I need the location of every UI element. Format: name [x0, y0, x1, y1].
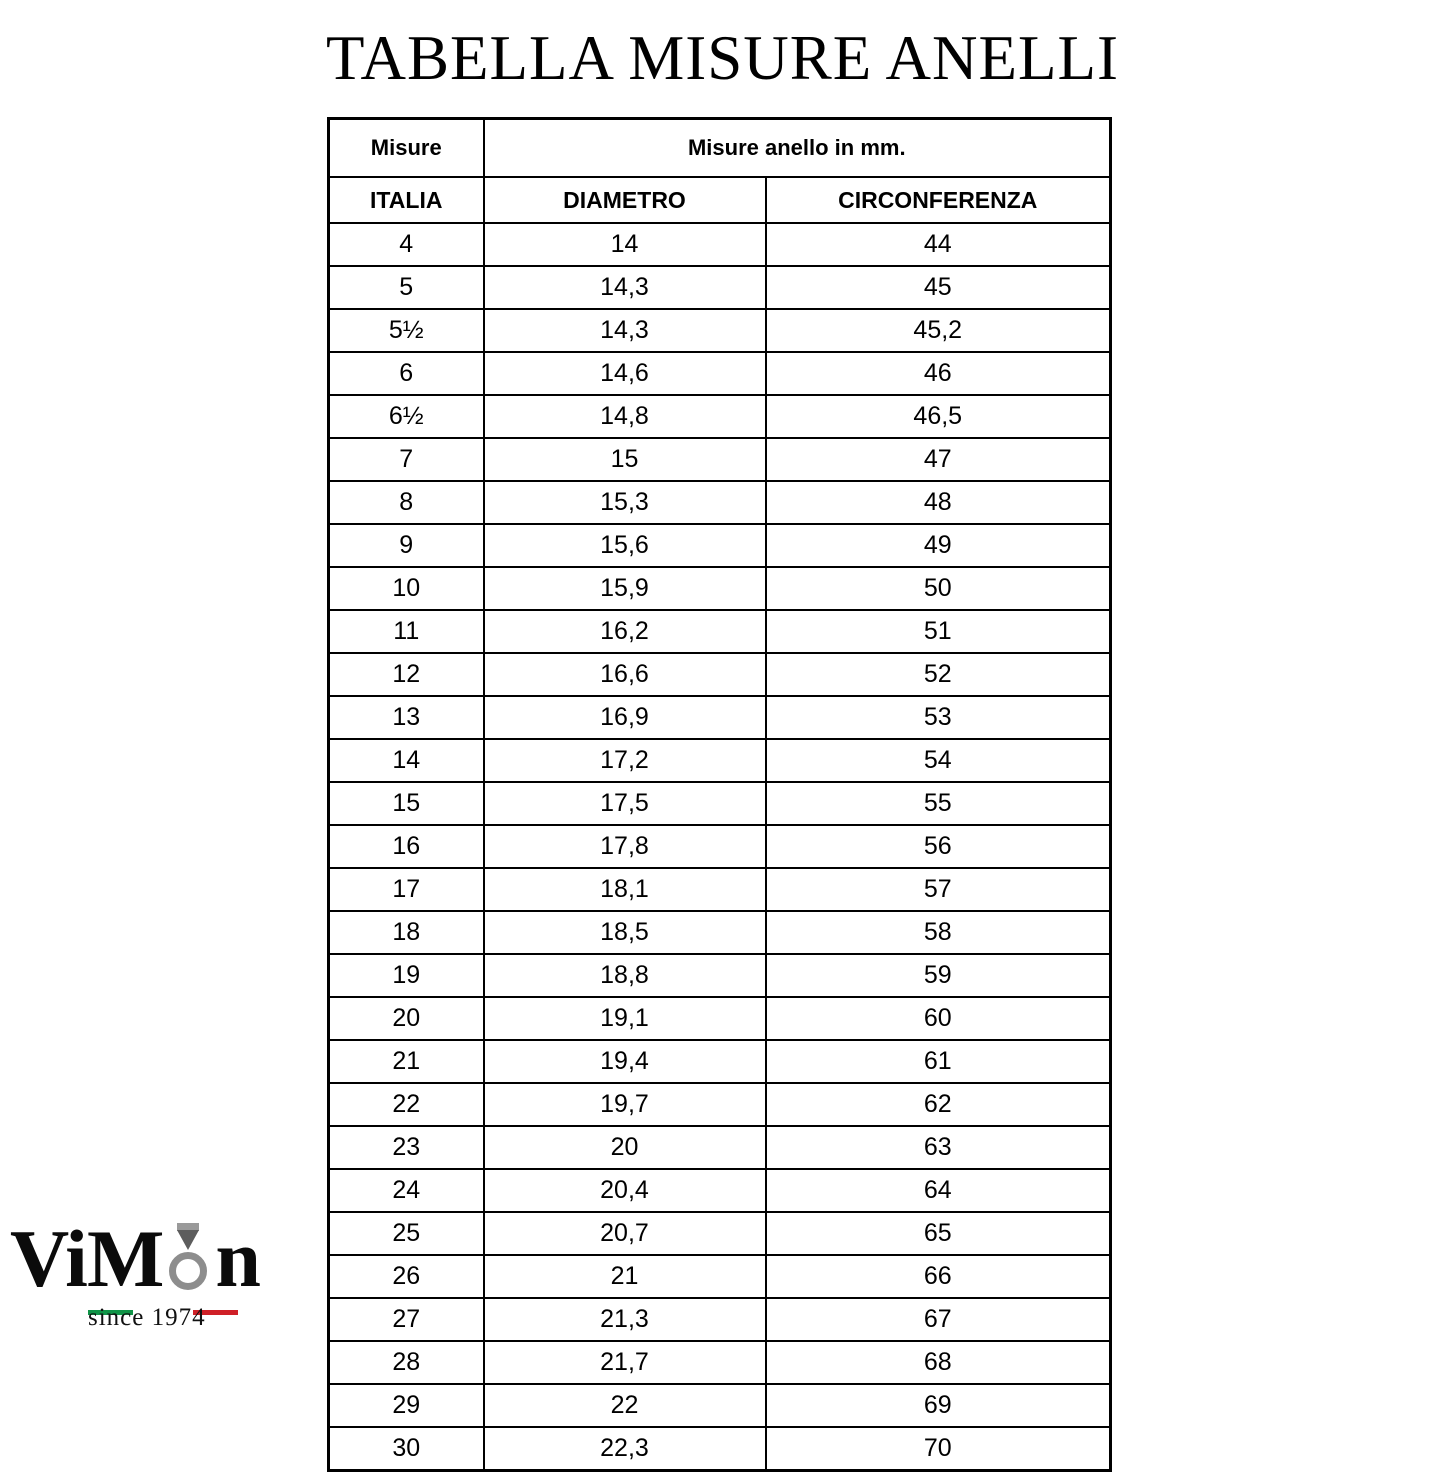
cell-circonferenza: 55	[766, 782, 1111, 825]
table-row	[329, 1169, 1111, 1212]
cell-diametro: 20	[484, 1126, 766, 1169]
cell-circonferenza: 70	[766, 1427, 1111, 1471]
cell-italia: 11	[329, 610, 484, 653]
cell-diametro: 17,5	[484, 782, 766, 825]
header-misure-anello-mm: Misure anello in mm.	[484, 119, 1111, 178]
cell-italia: 17	[329, 868, 484, 911]
table-row	[329, 481, 1111, 524]
cell-diametro: 17,8	[484, 825, 766, 868]
table-row	[329, 954, 1111, 997]
cell-diametro: 19,4	[484, 1040, 766, 1083]
cell-circonferenza: 66	[766, 1255, 1111, 1298]
logo-text-last: n	[215, 1213, 260, 1304]
cell-diametro: 22	[484, 1384, 766, 1427]
cell-diametro: 15,9	[484, 567, 766, 610]
cell-italia: 6	[329, 352, 484, 395]
table-row	[329, 782, 1111, 825]
cell-circonferenza: 46,5	[766, 395, 1111, 438]
logo-text-first: ViM	[10, 1213, 164, 1304]
cell-circonferenza: 46	[766, 352, 1111, 395]
cell-diametro: 15	[484, 438, 766, 481]
table-row	[329, 1298, 1111, 1341]
header-misure: Misure	[329, 119, 484, 178]
cell-diametro: 16,2	[484, 610, 766, 653]
cell-circonferenza: 51	[766, 610, 1111, 653]
cell-italia: 12	[329, 653, 484, 696]
cell-italia: 16	[329, 825, 484, 868]
cell-italia: 20	[329, 997, 484, 1040]
table-row	[329, 868, 1111, 911]
table-header-row-columns	[329, 177, 1111, 223]
cell-diametro: 15,6	[484, 524, 766, 567]
cell-italia: 5	[329, 266, 484, 309]
cell-diametro: 21,3	[484, 1298, 766, 1341]
table-row	[329, 1040, 1111, 1083]
cell-diametro: 19,7	[484, 1083, 766, 1126]
cell-circonferenza: 67	[766, 1298, 1111, 1341]
cell-diametro: 14,3	[484, 266, 766, 309]
cell-italia: 27	[329, 1298, 484, 1341]
cell-italia: 15	[329, 782, 484, 825]
cell-circonferenza: 52	[766, 653, 1111, 696]
cell-diametro: 14,3	[484, 309, 766, 352]
cell-circonferenza: 50	[766, 567, 1111, 610]
table-row	[329, 438, 1111, 481]
cell-circonferenza: 45,2	[766, 309, 1111, 352]
column-header-italia: ITALIA	[329, 177, 484, 223]
cell-italia: 26	[329, 1255, 484, 1298]
cell-circonferenza: 45	[766, 266, 1111, 309]
cell-diametro: 15,3	[484, 481, 766, 524]
cell-circonferenza: 60	[766, 997, 1111, 1040]
cell-circonferenza: 49	[766, 524, 1111, 567]
ring-icon	[163, 1234, 215, 1292]
table-row	[329, 1212, 1111, 1255]
table-row	[329, 1083, 1111, 1126]
table-row	[329, 911, 1111, 954]
page-title: TABELLA MISURE ANELLI	[326, 23, 1119, 93]
table-row	[329, 997, 1111, 1040]
cell-circonferenza: 44	[766, 223, 1111, 266]
cell-diametro: 18,8	[484, 954, 766, 997]
table-head	[329, 119, 1111, 224]
cell-italia: 6½	[329, 395, 484, 438]
cell-italia: 29	[329, 1384, 484, 1427]
cell-circonferenza: 61	[766, 1040, 1111, 1083]
cell-italia: 13	[329, 696, 484, 739]
cell-circonferenza: 65	[766, 1212, 1111, 1255]
table-row	[329, 696, 1111, 739]
table-row	[329, 1126, 1111, 1169]
cell-diametro: 20,4	[484, 1169, 766, 1212]
table-row	[329, 1255, 1111, 1298]
cell-diametro: 21,7	[484, 1341, 766, 1384]
table-row	[329, 1384, 1111, 1427]
table-row	[329, 266, 1111, 309]
cell-circonferenza: 48	[766, 481, 1111, 524]
cell-italia: 22	[329, 1083, 484, 1126]
cell-italia: 14	[329, 739, 484, 782]
cell-italia: 5½	[329, 309, 484, 352]
cell-italia: 21	[329, 1040, 484, 1083]
table-row	[329, 352, 1111, 395]
table-row	[329, 653, 1111, 696]
cell-diametro: 18,1	[484, 868, 766, 911]
column-header-diametro: DIAMETRO	[484, 177, 766, 223]
cell-italia: 23	[329, 1126, 484, 1169]
table-row	[329, 825, 1111, 868]
cell-circonferenza: 59	[766, 954, 1111, 997]
cell-circonferenza: 57	[766, 868, 1111, 911]
table-header-row-top	[329, 119, 1111, 178]
cell-circonferenza: 53	[766, 696, 1111, 739]
cell-circonferenza: 63	[766, 1126, 1111, 1169]
cell-diametro: 14,6	[484, 352, 766, 395]
table-row	[329, 309, 1111, 352]
cell-diametro: 14	[484, 223, 766, 266]
cell-circonferenza: 58	[766, 911, 1111, 954]
cell-circonferenza: 54	[766, 739, 1111, 782]
cell-diametro: 20,7	[484, 1212, 766, 1255]
cell-italia: 10	[329, 567, 484, 610]
table-row	[329, 610, 1111, 653]
cell-italia: 19	[329, 954, 484, 997]
cell-circonferenza: 62	[766, 1083, 1111, 1126]
cell-italia: 18	[329, 911, 484, 954]
cell-diametro: 16,9	[484, 696, 766, 739]
cell-italia: 7	[329, 438, 484, 481]
cell-circonferenza: 68	[766, 1341, 1111, 1384]
cell-italia: 30	[329, 1427, 484, 1471]
cell-circonferenza: 47	[766, 438, 1111, 481]
ring-size-table	[327, 117, 1112, 1472]
cell-italia: 28	[329, 1341, 484, 1384]
column-header-circonferenza: CIRCONFERENZA	[766, 177, 1111, 223]
cell-diametro: 19,1	[484, 997, 766, 1040]
cell-italia: 9	[329, 524, 484, 567]
cell-italia: 24	[329, 1169, 484, 1212]
table-body	[329, 223, 1111, 1471]
cell-italia: 4	[329, 223, 484, 266]
table-row	[329, 567, 1111, 610]
cell-diametro: 22,3	[484, 1427, 766, 1471]
table-row	[329, 223, 1111, 266]
cell-italia: 25	[329, 1212, 484, 1255]
brand-logo	[10, 1213, 330, 1358]
cell-italia: 8	[329, 481, 484, 524]
logo-tagline: since 1974	[88, 1304, 206, 1331]
cell-diametro: 16,6	[484, 653, 766, 696]
table-row	[329, 524, 1111, 567]
ring-size-table-container	[327, 117, 1109, 1472]
table-row	[329, 1427, 1111, 1471]
cell-circonferenza: 69	[766, 1384, 1111, 1427]
cell-diametro: 14,8	[484, 395, 766, 438]
cell-circonferenza: 56	[766, 825, 1111, 868]
cell-diametro: 18,5	[484, 911, 766, 954]
table-row	[329, 739, 1111, 782]
table-row	[329, 395, 1111, 438]
table-row	[329, 1341, 1111, 1384]
cell-diametro: 17,2	[484, 739, 766, 782]
cell-diametro: 21	[484, 1255, 766, 1298]
logo-wordmark	[10, 1213, 330, 1304]
cell-circonferenza: 64	[766, 1169, 1111, 1212]
